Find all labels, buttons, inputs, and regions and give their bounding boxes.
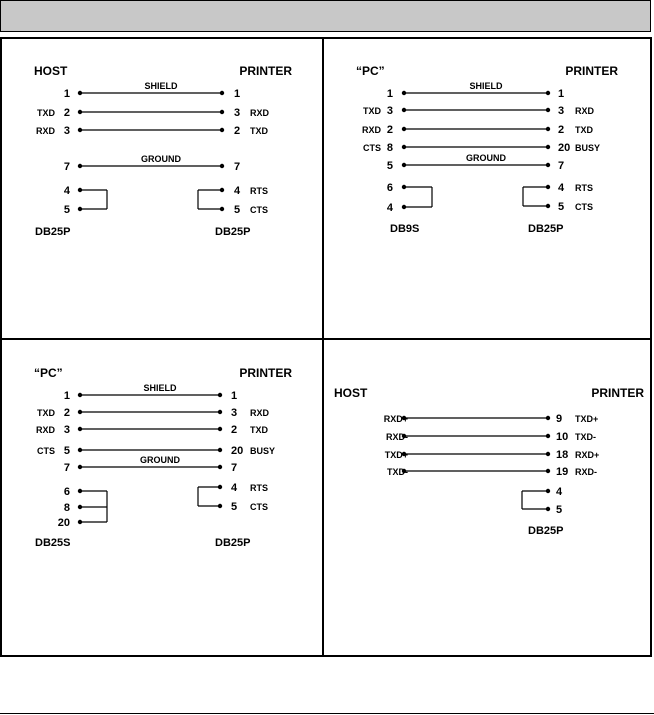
left-signal-label: RXD+ xyxy=(383,414,408,424)
pin-dot-left xyxy=(78,164,82,168)
pin-dot-left xyxy=(78,91,82,95)
loop-pin-number-right: 4 xyxy=(234,185,241,197)
right-pin-number: 1 xyxy=(558,88,565,100)
left-connector-label: DB25P xyxy=(35,226,71,238)
pin-dot-right xyxy=(546,127,550,131)
right-connector-label: DB25P xyxy=(528,223,564,235)
pin-dot-left xyxy=(402,127,406,131)
wiring-panel-4 xyxy=(326,339,648,639)
right-signal-label: RXD xyxy=(575,106,595,116)
pin-dot-left xyxy=(78,427,82,431)
pin-dot-right xyxy=(218,448,222,452)
loop-pin-number-right: 4 xyxy=(231,482,238,494)
right-signal-label: TXD xyxy=(250,126,268,136)
left-signal-label: CTS xyxy=(37,446,55,456)
wire-label: SHIELD xyxy=(143,383,177,393)
right-signal-label: TXD+ xyxy=(575,414,599,424)
loop-pin-number-left: 6 xyxy=(63,486,70,498)
right-signal-label: BUSY xyxy=(250,446,276,456)
pin-dot-right xyxy=(218,465,222,469)
left-pin-number: 7 xyxy=(63,161,70,173)
left-pin-number: 1 xyxy=(63,390,70,402)
wiring-panel-2 xyxy=(326,37,648,337)
left-pin-number: 8 xyxy=(386,142,393,154)
right-signal-label: RXD xyxy=(250,408,270,418)
right-pin-number: 18 xyxy=(556,449,569,461)
pin-dot-left xyxy=(402,145,406,149)
pin-dot-right xyxy=(546,91,550,95)
pin-dot-right xyxy=(546,108,550,112)
right-connector-label: DB25P xyxy=(215,226,251,238)
left-signal-label: TXD xyxy=(37,408,55,418)
right-signal-label: TXD xyxy=(250,425,268,435)
pin-dot-right xyxy=(218,410,222,414)
left-pin-number: 2 xyxy=(63,107,70,119)
pin-dot-right xyxy=(546,469,550,473)
pin-dot-left xyxy=(78,128,82,132)
right-title: PRINTER xyxy=(565,64,618,78)
pin-dot-right xyxy=(546,416,550,420)
loop-pin-number-left: 20 xyxy=(57,517,70,529)
pin-dot-right xyxy=(220,164,224,168)
pin-dot-right xyxy=(220,110,224,114)
right-connector-label: DB25P xyxy=(215,537,251,549)
loop-pin-number-left: 6 xyxy=(386,182,393,194)
loop-signal-label-right: RTS xyxy=(250,186,268,196)
left-signal-label: RXD xyxy=(361,125,381,135)
left-pin-number: 3 xyxy=(386,105,393,117)
wiring-panel-1 xyxy=(0,37,322,337)
header-bar xyxy=(0,0,651,32)
right-pin-number: 1 xyxy=(234,88,241,100)
right-pin-number: 1 xyxy=(231,390,238,402)
left-title: HOST xyxy=(34,64,68,78)
wiring-panel-3 xyxy=(0,339,322,639)
right-title: PRINTER xyxy=(239,64,292,78)
wire-label: GROUND xyxy=(466,153,506,163)
pin-dot-right xyxy=(218,427,222,431)
pin-dot-right xyxy=(546,452,550,456)
grid-vertical-divider xyxy=(322,37,324,657)
wire-label: GROUND xyxy=(141,154,181,164)
pin-dot-left xyxy=(78,110,82,114)
loop-pin-number-left: 8 xyxy=(63,502,70,514)
pin-dot-left xyxy=(78,448,82,452)
right-pin-number: 2 xyxy=(558,124,565,136)
right-pin-number: 19 xyxy=(556,466,569,478)
right-pin-number: 7 xyxy=(558,160,565,172)
left-title: “PC” xyxy=(356,64,385,78)
right-pin-number: 7 xyxy=(234,161,241,173)
left-signal-label: TXD xyxy=(363,106,381,116)
loop-pin-number-right: 5 xyxy=(556,504,563,516)
pin-dot-right xyxy=(218,393,222,397)
loop-pin-number-right: 5 xyxy=(558,201,565,213)
right-connector-label: DB25P xyxy=(528,525,564,537)
left-signal-label: CTS xyxy=(363,143,381,153)
loop-pin-number-left: 5 xyxy=(63,204,70,216)
left-pin-number: 5 xyxy=(63,445,70,457)
wire-label: SHIELD xyxy=(144,81,178,91)
left-title: “PC” xyxy=(34,366,63,380)
right-pin-number: 3 xyxy=(558,105,565,117)
left-pin-number: 2 xyxy=(386,124,393,136)
left-connector-label: DB9S xyxy=(390,223,420,235)
left-pin-number: 5 xyxy=(386,160,393,172)
left-title: HOST xyxy=(334,386,368,400)
pin-dot-left xyxy=(402,91,406,95)
right-pin-number: 7 xyxy=(231,462,238,474)
right-pin-number: 3 xyxy=(234,107,241,119)
wire-label: GROUND xyxy=(140,455,180,465)
pin-dot-left xyxy=(402,163,406,167)
left-signal-label: TXD+ xyxy=(384,450,408,460)
right-pin-number: 3 xyxy=(231,407,238,419)
left-pin-number: 3 xyxy=(63,125,70,137)
left-pin-number: 1 xyxy=(386,88,393,100)
loop-signal-label-right: CTS xyxy=(575,202,593,212)
right-signal-label: RXD xyxy=(250,108,270,118)
pin-dot-right xyxy=(220,91,224,95)
loop-pin-number-left: 4 xyxy=(63,185,70,197)
right-title: PRINTER xyxy=(591,386,644,400)
footer-rule xyxy=(0,713,654,714)
loop-pin-number-right: 4 xyxy=(556,486,563,498)
pin-dot-left xyxy=(402,108,406,112)
pin-dot-right xyxy=(546,434,550,438)
loop-pin-number-right: 5 xyxy=(234,204,241,216)
left-pin-number: 7 xyxy=(63,462,70,474)
left-connector-label: DB25S xyxy=(35,537,71,549)
pin-dot-right xyxy=(546,145,550,149)
right-signal-label: TXD xyxy=(575,125,593,135)
right-pin-number: 20 xyxy=(231,445,244,457)
left-signal-label: RXD xyxy=(35,425,55,435)
loop-signal-label-right: RTS xyxy=(575,183,593,193)
loop-signal-label-right: CTS xyxy=(250,502,268,512)
right-signal-label: RXD- xyxy=(575,467,597,477)
pin-dot-left xyxy=(78,465,82,469)
pin-dot-left xyxy=(78,410,82,414)
loop-pin-number-right: 4 xyxy=(558,182,565,194)
left-signal-label: RXD xyxy=(35,126,55,136)
right-signal-label: RXD+ xyxy=(575,450,600,460)
right-pin-number: 20 xyxy=(558,142,571,154)
pin-dot-right xyxy=(220,128,224,132)
right-signal-label: TXD- xyxy=(575,432,596,442)
left-pin-number: 2 xyxy=(63,407,70,419)
loop-pin-number-right: 5 xyxy=(231,501,238,513)
left-signal-label: RXD- xyxy=(386,432,408,442)
loop-signal-label-right: RTS xyxy=(250,483,268,493)
right-pin-number: 2 xyxy=(234,125,241,137)
left-pin-number: 3 xyxy=(63,424,70,436)
loop-signal-label-right: CTS xyxy=(250,205,268,215)
right-title: PRINTER xyxy=(239,366,292,380)
pin-dot-right xyxy=(546,163,550,167)
right-pin-number: 2 xyxy=(231,424,238,436)
right-pin-number: 9 xyxy=(556,413,563,425)
loop-pin-number-left: 4 xyxy=(386,202,393,214)
left-pin-number: 1 xyxy=(63,88,70,100)
wire-label: SHIELD xyxy=(469,81,503,91)
left-signal-label: TXD xyxy=(37,108,55,118)
left-signal-label: TXD- xyxy=(387,467,408,477)
right-pin-number: 10 xyxy=(556,431,569,443)
right-signal-label: BUSY xyxy=(575,143,601,153)
pin-dot-left xyxy=(78,393,82,397)
